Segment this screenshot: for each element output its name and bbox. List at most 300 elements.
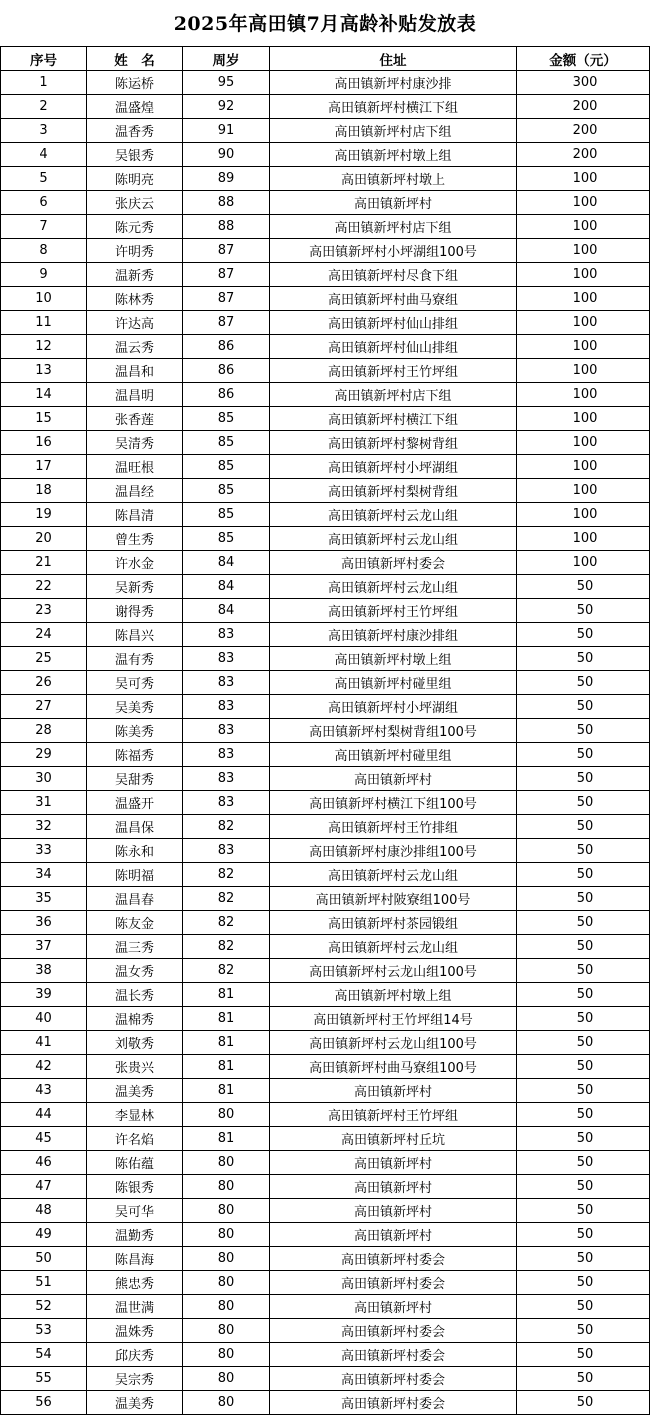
cell-amount: 50 bbox=[517, 647, 650, 671]
cell-address: 高田镇新坪村委会 bbox=[270, 1391, 517, 1415]
cell-no: 50 bbox=[1, 1247, 87, 1271]
cell-no: 29 bbox=[1, 743, 87, 767]
cell-name: 许名焰 bbox=[87, 1127, 183, 1151]
cell-no: 41 bbox=[1, 1031, 87, 1055]
cell-age: 82 bbox=[183, 911, 270, 935]
table-row bbox=[1, 671, 650, 695]
table-row bbox=[1, 1175, 650, 1199]
cell-age: 83 bbox=[183, 647, 270, 671]
cell-amount: 100 bbox=[517, 527, 650, 551]
cell-age: 80 bbox=[183, 1199, 270, 1223]
cell-amount: 50 bbox=[517, 863, 650, 887]
table-row bbox=[1, 95, 650, 119]
cell-no: 26 bbox=[1, 671, 87, 695]
cell-no: 37 bbox=[1, 935, 87, 959]
table-row bbox=[1, 287, 650, 311]
subsidy-table bbox=[0, 46, 650, 1415]
cell-name: 陈昌清 bbox=[87, 503, 183, 527]
cell-address: 高田镇新坪村云龙山组 bbox=[270, 527, 517, 551]
cell-name: 张庆云 bbox=[87, 191, 183, 215]
cell-no: 8 bbox=[1, 239, 87, 263]
cell-address: 高田镇新坪村尽食下组 bbox=[270, 263, 517, 287]
table-row bbox=[1, 407, 650, 431]
cell-age: 83 bbox=[183, 671, 270, 695]
table-row bbox=[1, 527, 650, 551]
cell-age: 86 bbox=[183, 335, 270, 359]
cell-no: 44 bbox=[1, 1103, 87, 1127]
cell-name: 温昌保 bbox=[87, 815, 183, 839]
cell-amount: 50 bbox=[517, 911, 650, 935]
cell-no: 3 bbox=[1, 119, 87, 143]
cell-no: 34 bbox=[1, 863, 87, 887]
cell-address: 高田镇新坪村 bbox=[270, 191, 517, 215]
cell-no: 52 bbox=[1, 1295, 87, 1319]
table-row bbox=[1, 311, 650, 335]
cell-age: 82 bbox=[183, 815, 270, 839]
cell-age: 80 bbox=[183, 1271, 270, 1295]
cell-age: 80 bbox=[183, 1319, 270, 1343]
cell-no: 56 bbox=[1, 1391, 87, 1415]
cell-amount: 50 bbox=[517, 1151, 650, 1175]
cell-address: 高田镇新坪村云龙山组 bbox=[270, 503, 517, 527]
cell-no: 28 bbox=[1, 719, 87, 743]
cell-no: 13 bbox=[1, 359, 87, 383]
cell-age: 84 bbox=[183, 599, 270, 623]
table-row bbox=[1, 383, 650, 407]
cell-name: 许水金 bbox=[87, 551, 183, 575]
cell-amount: 50 bbox=[517, 767, 650, 791]
header-amount: 金额（元） bbox=[517, 47, 650, 71]
cell-age: 80 bbox=[183, 1151, 270, 1175]
cell-age: 87 bbox=[183, 311, 270, 335]
cell-age: 80 bbox=[183, 1343, 270, 1367]
cell-amount: 50 bbox=[517, 1055, 650, 1079]
cell-amount: 50 bbox=[517, 815, 650, 839]
table-row bbox=[1, 1103, 650, 1127]
table-row bbox=[1, 455, 650, 479]
cell-amount: 50 bbox=[517, 935, 650, 959]
cell-name: 陈明福 bbox=[87, 863, 183, 887]
table-row bbox=[1, 503, 650, 527]
cell-age: 82 bbox=[183, 863, 270, 887]
table-row bbox=[1, 191, 650, 215]
cell-amount: 50 bbox=[517, 1127, 650, 1151]
cell-address: 高田镇新坪村墩上组 bbox=[270, 647, 517, 671]
cell-name: 温长秀 bbox=[87, 983, 183, 1007]
table-row bbox=[1, 767, 650, 791]
cell-age: 80 bbox=[183, 1295, 270, 1319]
cell-name: 许达高 bbox=[87, 311, 183, 335]
cell-name: 温昌经 bbox=[87, 479, 183, 503]
cell-amount: 50 bbox=[517, 959, 650, 983]
cell-no: 47 bbox=[1, 1175, 87, 1199]
cell-amount: 100 bbox=[517, 167, 650, 191]
cell-amount: 50 bbox=[517, 1343, 650, 1367]
cell-age: 80 bbox=[183, 1247, 270, 1271]
cell-no: 6 bbox=[1, 191, 87, 215]
cell-name: 温有秀 bbox=[87, 647, 183, 671]
cell-address: 高田镇新坪村委会 bbox=[270, 551, 517, 575]
cell-name: 温昌春 bbox=[87, 887, 183, 911]
cell-no: 32 bbox=[1, 815, 87, 839]
cell-name: 吴甜秀 bbox=[87, 767, 183, 791]
table-row bbox=[1, 1343, 650, 1367]
cell-amount: 300 bbox=[517, 71, 650, 95]
cell-age: 85 bbox=[183, 455, 270, 479]
cell-name: 温昌明 bbox=[87, 383, 183, 407]
cell-age: 92 bbox=[183, 95, 270, 119]
table-row bbox=[1, 1295, 650, 1319]
cell-amount: 100 bbox=[517, 359, 650, 383]
cell-no: 33 bbox=[1, 839, 87, 863]
cell-name: 陈明亮 bbox=[87, 167, 183, 191]
cell-name: 温世满 bbox=[87, 1295, 183, 1319]
cell-amount: 50 bbox=[517, 1031, 650, 1055]
cell-no: 21 bbox=[1, 551, 87, 575]
cell-amount: 50 bbox=[517, 575, 650, 599]
cell-no: 4 bbox=[1, 143, 87, 167]
cell-address: 高田镇新坪村横江下组 bbox=[270, 95, 517, 119]
cell-no: 2 bbox=[1, 95, 87, 119]
cell-age: 89 bbox=[183, 167, 270, 191]
cell-age: 81 bbox=[183, 1007, 270, 1031]
cell-name: 陈元秀 bbox=[87, 215, 183, 239]
cell-age: 85 bbox=[183, 407, 270, 431]
cell-amount: 50 bbox=[517, 1367, 650, 1391]
cell-name: 陈永和 bbox=[87, 839, 183, 863]
cell-address: 高田镇新坪村曲马寮组100号 bbox=[270, 1055, 517, 1079]
cell-age: 86 bbox=[183, 359, 270, 383]
cell-name: 许明秀 bbox=[87, 239, 183, 263]
cell-name: 吴宗秀 bbox=[87, 1367, 183, 1391]
cell-no: 11 bbox=[1, 311, 87, 335]
cell-name: 张香莲 bbox=[87, 407, 183, 431]
cell-age: 83 bbox=[183, 695, 270, 719]
cell-address: 高田镇新坪村曲马寮组 bbox=[270, 287, 517, 311]
cell-name: 温云秀 bbox=[87, 335, 183, 359]
cell-address: 高田镇新坪村 bbox=[270, 767, 517, 791]
table-row bbox=[1, 263, 650, 287]
table-row bbox=[1, 983, 650, 1007]
table-header-row bbox=[1, 47, 650, 71]
cell-address: 高田镇新坪村 bbox=[270, 1223, 517, 1247]
cell-no: 45 bbox=[1, 1127, 87, 1151]
cell-amount: 50 bbox=[517, 791, 650, 815]
cell-address: 高田镇新坪村小坪湖组100号 bbox=[270, 239, 517, 263]
cell-amount: 50 bbox=[517, 671, 650, 695]
cell-no: 23 bbox=[1, 599, 87, 623]
cell-age: 84 bbox=[183, 551, 270, 575]
cell-address: 高田镇新坪村仙山排组 bbox=[270, 311, 517, 335]
cell-amount: 100 bbox=[517, 287, 650, 311]
cell-address: 高田镇新坪村碰里组 bbox=[270, 671, 517, 695]
table-row bbox=[1, 1367, 650, 1391]
cell-no: 36 bbox=[1, 911, 87, 935]
cell-age: 82 bbox=[183, 887, 270, 911]
cell-name: 陈昌兴 bbox=[87, 623, 183, 647]
cell-address: 高田镇新坪村横江下组100号 bbox=[270, 791, 517, 815]
cell-age: 84 bbox=[183, 575, 270, 599]
cell-address: 高田镇新坪村云龙山组 bbox=[270, 863, 517, 887]
cell-name: 温女秀 bbox=[87, 959, 183, 983]
cell-address: 高田镇新坪村店下组 bbox=[270, 383, 517, 407]
cell-name: 张贵兴 bbox=[87, 1055, 183, 1079]
cell-amount: 100 bbox=[517, 479, 650, 503]
table-row bbox=[1, 1199, 650, 1223]
cell-amount: 100 bbox=[517, 407, 650, 431]
table-row bbox=[1, 1151, 650, 1175]
table-row bbox=[1, 1007, 650, 1031]
cell-address: 高田镇新坪村委会 bbox=[270, 1271, 517, 1295]
cell-amount: 50 bbox=[517, 743, 650, 767]
cell-no: 38 bbox=[1, 959, 87, 983]
cell-amount: 100 bbox=[517, 455, 650, 479]
cell-name: 李显林 bbox=[87, 1103, 183, 1127]
cell-amount: 50 bbox=[517, 1295, 650, 1319]
table-row bbox=[1, 335, 650, 359]
table-row bbox=[1, 1247, 650, 1271]
cell-no: 17 bbox=[1, 455, 87, 479]
cell-age: 85 bbox=[183, 527, 270, 551]
cell-address: 高田镇新坪村墩上组 bbox=[270, 983, 517, 1007]
cell-no: 46 bbox=[1, 1151, 87, 1175]
cell-address: 高田镇新坪村委会 bbox=[270, 1247, 517, 1271]
cell-no: 7 bbox=[1, 215, 87, 239]
cell-age: 83 bbox=[183, 623, 270, 647]
cell-amount: 50 bbox=[517, 1391, 650, 1415]
cell-address: 高田镇新坪村墩上 bbox=[270, 167, 517, 191]
cell-address: 高田镇新坪村康沙排组100号 bbox=[270, 839, 517, 863]
cell-amount: 50 bbox=[517, 599, 650, 623]
cell-address: 高田镇新坪村委会 bbox=[270, 1343, 517, 1367]
cell-name: 吴美秀 bbox=[87, 695, 183, 719]
cell-address: 高田镇新坪村 bbox=[270, 1175, 517, 1199]
cell-name: 温新秀 bbox=[87, 263, 183, 287]
header-address: 住址 bbox=[270, 47, 517, 71]
cell-age: 85 bbox=[183, 503, 270, 527]
cell-amount: 50 bbox=[517, 1199, 650, 1223]
cell-age: 83 bbox=[183, 743, 270, 767]
cell-name: 温美秀 bbox=[87, 1079, 183, 1103]
cell-amount: 50 bbox=[517, 1103, 650, 1127]
table-row bbox=[1, 551, 650, 575]
cell-address: 高田镇新坪村 bbox=[270, 1199, 517, 1223]
cell-amount: 200 bbox=[517, 95, 650, 119]
cell-name: 温香秀 bbox=[87, 119, 183, 143]
cell-no: 31 bbox=[1, 791, 87, 815]
cell-name: 温昌和 bbox=[87, 359, 183, 383]
cell-name: 陈美秀 bbox=[87, 719, 183, 743]
cell-no: 30 bbox=[1, 767, 87, 791]
cell-address: 高田镇新坪村墩上组 bbox=[270, 143, 517, 167]
cell-age: 80 bbox=[183, 1367, 270, 1391]
cell-name: 吴清秀 bbox=[87, 431, 183, 455]
cell-age: 88 bbox=[183, 191, 270, 215]
table-row bbox=[1, 575, 650, 599]
table-row bbox=[1, 791, 650, 815]
cell-address: 高田镇新坪村委会 bbox=[270, 1367, 517, 1391]
cell-name: 陈佑蕴 bbox=[87, 1151, 183, 1175]
cell-age: 87 bbox=[183, 287, 270, 311]
table-row bbox=[1, 887, 650, 911]
cell-address: 高田镇新坪村 bbox=[270, 1151, 517, 1175]
table-row bbox=[1, 623, 650, 647]
cell-amount: 50 bbox=[517, 1271, 650, 1295]
cell-address: 高田镇新坪村云龙山组100号 bbox=[270, 1031, 517, 1055]
cell-age: 85 bbox=[183, 479, 270, 503]
table-row bbox=[1, 863, 650, 887]
table-row bbox=[1, 1127, 650, 1151]
cell-name: 温三秀 bbox=[87, 935, 183, 959]
table-row bbox=[1, 815, 650, 839]
cell-age: 87 bbox=[183, 239, 270, 263]
cell-no: 40 bbox=[1, 1007, 87, 1031]
cell-no: 1 bbox=[1, 71, 87, 95]
cell-amount: 50 bbox=[517, 1247, 650, 1271]
cell-address: 高田镇新坪村云龙山组 bbox=[270, 935, 517, 959]
cell-address: 高田镇新坪村茶园锻组 bbox=[270, 911, 517, 935]
table-row bbox=[1, 143, 650, 167]
cell-no: 48 bbox=[1, 1199, 87, 1223]
cell-name: 温盛开 bbox=[87, 791, 183, 815]
cell-name: 谢得秀 bbox=[87, 599, 183, 623]
cell-no: 14 bbox=[1, 383, 87, 407]
cell-age: 83 bbox=[183, 791, 270, 815]
cell-address: 高田镇新坪村王竹坪组 bbox=[270, 599, 517, 623]
table-row bbox=[1, 1391, 650, 1415]
cell-amount: 50 bbox=[517, 1223, 650, 1247]
cell-amount: 100 bbox=[517, 215, 650, 239]
cell-no: 35 bbox=[1, 887, 87, 911]
cell-name: 吴银秀 bbox=[87, 143, 183, 167]
table-row bbox=[1, 839, 650, 863]
cell-address: 高田镇新坪村陂寮组100号 bbox=[270, 887, 517, 911]
cell-age: 83 bbox=[183, 767, 270, 791]
cell-no: 10 bbox=[1, 287, 87, 311]
cell-age: 80 bbox=[183, 1391, 270, 1415]
cell-address: 高田镇新坪村委会 bbox=[270, 1319, 517, 1343]
cell-amount: 50 bbox=[517, 695, 650, 719]
cell-amount: 100 bbox=[517, 263, 650, 287]
cell-name: 陈友金 bbox=[87, 911, 183, 935]
cell-age: 81 bbox=[183, 1055, 270, 1079]
cell-address: 高田镇新坪村王竹坪组 bbox=[270, 359, 517, 383]
cell-name: 吴新秀 bbox=[87, 575, 183, 599]
header-no: 序号 bbox=[1, 47, 87, 71]
cell-amount: 50 bbox=[517, 1007, 650, 1031]
cell-age: 83 bbox=[183, 719, 270, 743]
cell-address: 高田镇新坪村小坪湖组 bbox=[270, 455, 517, 479]
cell-age: 81 bbox=[183, 1127, 270, 1151]
header-age: 周岁 bbox=[183, 47, 270, 71]
cell-age: 82 bbox=[183, 959, 270, 983]
cell-no: 43 bbox=[1, 1079, 87, 1103]
cell-no: 5 bbox=[1, 167, 87, 191]
cell-name: 温美秀 bbox=[87, 1391, 183, 1415]
table-row bbox=[1, 215, 650, 239]
cell-no: 25 bbox=[1, 647, 87, 671]
cell-amount: 50 bbox=[517, 983, 650, 1007]
table-row bbox=[1, 431, 650, 455]
cell-no: 55 bbox=[1, 1367, 87, 1391]
cell-name: 温勤秀 bbox=[87, 1223, 183, 1247]
cell-age: 91 bbox=[183, 119, 270, 143]
table-row bbox=[1, 1223, 650, 1247]
table-body bbox=[1, 71, 650, 1415]
table-row bbox=[1, 479, 650, 503]
cell-amount: 50 bbox=[517, 719, 650, 743]
cell-address: 高田镇新坪村小坪湖组 bbox=[270, 695, 517, 719]
cell-amount: 100 bbox=[517, 551, 650, 575]
table-row bbox=[1, 911, 650, 935]
cell-age: 95 bbox=[183, 71, 270, 95]
cell-address: 高田镇新坪村王竹排组 bbox=[270, 815, 517, 839]
table-row bbox=[1, 239, 650, 263]
table-row bbox=[1, 1055, 650, 1079]
cell-address: 高田镇新坪村王竹坪组14号 bbox=[270, 1007, 517, 1031]
cell-no: 12 bbox=[1, 335, 87, 359]
cell-name: 曾生秀 bbox=[87, 527, 183, 551]
cell-address: 高田镇新坪村康沙排 bbox=[270, 71, 517, 95]
cell-address: 高田镇新坪村碰里组 bbox=[270, 743, 517, 767]
table-row bbox=[1, 647, 650, 671]
cell-name: 吴可秀 bbox=[87, 671, 183, 695]
cell-age: 87 bbox=[183, 263, 270, 287]
cell-age: 81 bbox=[183, 983, 270, 1007]
cell-address: 高田镇新坪村横江下组 bbox=[270, 407, 517, 431]
cell-amount: 100 bbox=[517, 239, 650, 263]
cell-name: 刘敬秀 bbox=[87, 1031, 183, 1055]
cell-amount: 50 bbox=[517, 1319, 650, 1343]
cell-age: 86 bbox=[183, 383, 270, 407]
table-row bbox=[1, 1271, 650, 1295]
cell-amount: 50 bbox=[517, 1175, 650, 1199]
cell-amount: 50 bbox=[517, 1079, 650, 1103]
cell-amount: 200 bbox=[517, 119, 650, 143]
cell-no: 20 bbox=[1, 527, 87, 551]
cell-name: 陈林秀 bbox=[87, 287, 183, 311]
cell-address: 高田镇新坪村云龙山组 bbox=[270, 575, 517, 599]
cell-name: 陈昌海 bbox=[87, 1247, 183, 1271]
page-title: 2025年高田镇7月高龄补贴发放表 bbox=[173, 13, 477, 35]
cell-no: 19 bbox=[1, 503, 87, 527]
cell-amount: 100 bbox=[517, 335, 650, 359]
cell-age: 85 bbox=[183, 431, 270, 455]
cell-address: 高田镇新坪村云龙山组100号 bbox=[270, 959, 517, 983]
cell-address: 高田镇新坪村 bbox=[270, 1295, 517, 1319]
cell-amount: 50 bbox=[517, 839, 650, 863]
cell-amount: 200 bbox=[517, 143, 650, 167]
cell-age: 80 bbox=[183, 1103, 270, 1127]
header-name: 姓 名 bbox=[87, 47, 183, 71]
cell-age: 82 bbox=[183, 935, 270, 959]
cell-amount: 50 bbox=[517, 623, 650, 647]
cell-address: 高田镇新坪村丘坑 bbox=[270, 1127, 517, 1151]
cell-no: 18 bbox=[1, 479, 87, 503]
table-row bbox=[1, 599, 650, 623]
cell-amount: 100 bbox=[517, 503, 650, 527]
cell-name: 陈银秀 bbox=[87, 1175, 183, 1199]
cell-address: 高田镇新坪村王竹坪组 bbox=[270, 1103, 517, 1127]
cell-age: 81 bbox=[183, 1031, 270, 1055]
table-row bbox=[1, 743, 650, 767]
table-row bbox=[1, 719, 650, 743]
cell-no: 53 bbox=[1, 1319, 87, 1343]
cell-amount: 100 bbox=[517, 191, 650, 215]
cell-address: 高田镇新坪村黎树背组 bbox=[270, 431, 517, 455]
cell-amount: 100 bbox=[517, 383, 650, 407]
cell-address: 高田镇新坪村梨树背组 bbox=[270, 479, 517, 503]
